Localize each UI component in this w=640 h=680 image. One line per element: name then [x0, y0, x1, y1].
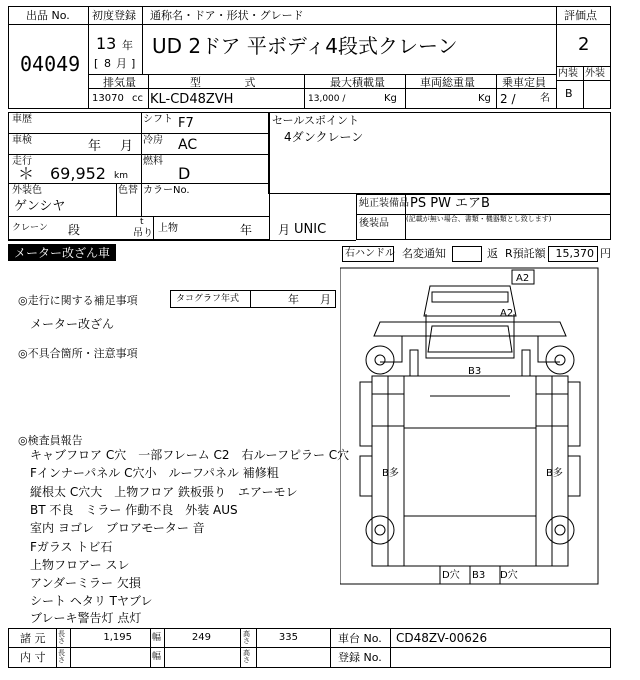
- shift-label: シフト: [143, 114, 173, 125]
- max-load-value: 13,000 /: [308, 94, 346, 104]
- first-reg-year-unit: 年: [122, 39, 133, 52]
- capacity-value: 2 /: [500, 92, 516, 106]
- chassis-value: CD48ZV-00626: [396, 631, 488, 645]
- width-label: 幅: [152, 633, 162, 643]
- details-line-3: [8, 183, 270, 184]
- header-sep-2: [88, 24, 556, 25]
- specs-vline-1: [148, 74, 149, 109]
- inspector-line: Fインナーパネル C穴小 ルーフパネル 補修粗: [30, 466, 279, 480]
- lot-label: 出品 No.: [26, 9, 70, 22]
- footer-vline-1: [56, 628, 57, 668]
- details-frame: [8, 112, 270, 240]
- mileage-prefix: ＊: [18, 164, 35, 183]
- lot-number: 04049: [20, 52, 81, 76]
- header-vline-4: [583, 66, 584, 109]
- driving-note: メーター改ざん: [30, 317, 115, 331]
- displacement-value: 13070: [92, 93, 124, 104]
- crane-ton-unit: t: [140, 217, 144, 227]
- driving-notes-label: ◎走行に関する補足事項: [18, 294, 138, 307]
- specs-top-line: [88, 74, 556, 75]
- right-hand-label: 右ハンドル: [345, 248, 395, 259]
- footer-vline-5: [240, 628, 241, 668]
- body-label: 上物: [158, 223, 178, 234]
- fuel-label: 燃料: [143, 156, 163, 167]
- header-sep-3: [556, 24, 611, 25]
- diagram-mark: D穴: [442, 570, 460, 581]
- header-vline-1: [88, 6, 89, 109]
- height-label: 高さ: [243, 630, 250, 645]
- interior-value: B: [565, 87, 573, 100]
- tacho-label: タコグラフ年式: [176, 294, 240, 304]
- interior-label: 内装: [558, 68, 578, 79]
- body-month-unit: 月: [278, 223, 291, 237]
- model-value: KL-CD48ZVH: [150, 92, 234, 107]
- name-change-box: [452, 246, 482, 262]
- footer-vline-7: [330, 628, 331, 668]
- sales-point-label: セールスポイント: [272, 114, 360, 127]
- inspector-line: 室内 ヨゴレ ブロアモーター 音: [30, 521, 205, 535]
- vehicle-name: UD 2ドア 平ボディ4段式クレーン: [152, 34, 458, 58]
- first-reg-month-close: ]: [131, 57, 136, 70]
- crane-stage-unit: 段: [68, 223, 81, 237]
- aftermarket-label: 後装品: [359, 218, 389, 229]
- defects-label: ◎不具合箇所・注意事項: [18, 347, 138, 360]
- inspector-line: 縦根太 C穴大 上物フロア 鉄板張り エアーモレ: [30, 485, 298, 499]
- recycle-unit: 円: [600, 247, 611, 260]
- crane-label: クレーン: [12, 223, 48, 233]
- vehicle-name-label: 通称名・ドア・形状・グレード: [150, 9, 304, 22]
- mileage-unit: km: [114, 171, 128, 181]
- body-maker: UNIC: [294, 222, 327, 237]
- shift-value: F7: [178, 116, 194, 131]
- footer-vline-8: [390, 628, 391, 668]
- body-underline: [8, 240, 356, 241]
- max-load-label: 最大積載量: [330, 76, 385, 89]
- height-value: 335: [278, 632, 298, 643]
- diagram-mark: B3: [468, 366, 482, 377]
- inspector-line: キャブフロア C穴 一部フレーム C2 右ルーフピラー C穴: [30, 448, 350, 462]
- specs-mid-line: [88, 88, 556, 89]
- header-vline-2: [142, 6, 143, 74]
- inspector-report-label: ◎検査員報告: [18, 434, 83, 447]
- specs-vline-3: [405, 74, 406, 109]
- sales-point-text: 4ダンクレーン: [284, 130, 364, 144]
- max-load-unit: Kg: [384, 93, 397, 104]
- diagram-mark: A2: [516, 273, 530, 284]
- chassis-label: 車台 No.: [338, 632, 382, 645]
- displacement-unit: cc: [132, 93, 143, 104]
- recycle-value: 15,370: [555, 247, 594, 260]
- ext-color-label: 外装色: [12, 185, 42, 196]
- tax-label: 返: [487, 247, 498, 260]
- footer-vline-3: [150, 628, 151, 668]
- grade-label: 評価点: [564, 9, 597, 22]
- ext-color-value: ゲンシヤ: [14, 199, 66, 214]
- footer-sep: [8, 647, 611, 648]
- tacho-year-unit: 年: [288, 293, 299, 306]
- first-reg-month-open: [: [94, 57, 99, 70]
- inner-width-label: 幅: [152, 652, 162, 662]
- truck-diagram: [340, 266, 600, 626]
- footer-vline-4: [164, 628, 165, 668]
- mileage-value: 69,952: [50, 164, 106, 183]
- color-change-label: 色替: [118, 185, 138, 196]
- header-sep: [8, 24, 88, 25]
- inner-length-label: 長さ: [58, 649, 65, 664]
- details-vline-3: [153, 216, 154, 240]
- body-year-unit: 年: [240, 223, 253, 237]
- details-line-4: [8, 216, 270, 217]
- length-value: 1,195: [103, 632, 132, 643]
- diagram-mark: B多: [546, 468, 563, 479]
- capacity-label: 乗車定員: [502, 76, 546, 89]
- displacement-label: 排気量: [103, 76, 136, 89]
- footer-vline-6: [256, 628, 257, 668]
- inner-height-label: 高さ: [243, 649, 250, 664]
- length-label: 長さ: [58, 630, 65, 645]
- inspection-month-unit: 月: [120, 139, 134, 154]
- first-reg-month: 8: [104, 57, 111, 70]
- genuine-equipment-label: 純正装備品: [359, 198, 409, 209]
- diagram-mark: B3: [472, 570, 486, 581]
- ac-label: 冷房: [143, 135, 163, 146]
- width-value: 249: [191, 632, 211, 643]
- first-reg-month-unit: 月: [116, 57, 127, 70]
- capacity-unit: 名: [540, 93, 550, 104]
- tacho-sep: [250, 290, 251, 308]
- history-label: 車歴: [12, 114, 32, 125]
- fuel-value: D: [178, 164, 191, 183]
- aftermarket-note: (記載が無い場合、書類・機器類とし致します): [406, 215, 552, 223]
- header-vline-3: [556, 6, 557, 109]
- inspector-line: ブレーキ警告灯 点灯: [30, 611, 142, 625]
- specs-vline-2: [304, 74, 305, 109]
- gross-weight-label: 車両総重量: [420, 76, 475, 89]
- name-change-label: 名変通知: [402, 247, 446, 260]
- mileage-label: 走行: [12, 156, 32, 167]
- inspector-line: シート ヘタリ Tヤブレ: [30, 594, 153, 608]
- details-vline-1: [141, 112, 142, 216]
- details-line-2: [8, 154, 270, 155]
- model-label: 型 式: [190, 76, 256, 89]
- genuine-equipment-value: PS PW エアB: [410, 196, 490, 211]
- inspector-line: Fガラス トビ石: [30, 540, 113, 554]
- dims-label: 諸 元: [20, 632, 46, 645]
- tacho-month-unit: 月: [320, 293, 331, 306]
- color-code-label: カラーNo.: [143, 185, 190, 196]
- registration-label: 登録 No.: [338, 651, 382, 664]
- ac-value: AC: [178, 137, 198, 153]
- grade-value: 2: [578, 34, 590, 55]
- diagram-mark: D穴: [500, 570, 518, 581]
- crane-hoist-label: 吊り: [133, 228, 153, 239]
- inspector-line: アンダーミラー 欠損: [30, 576, 141, 590]
- inspector-line: 上物フロアー スレ: [30, 558, 130, 572]
- details-line-1: [8, 133, 270, 134]
- specs-vline-4: [496, 74, 497, 109]
- diagram-mark: A2: [500, 308, 514, 319]
- inner-dims-label: 内 寸: [20, 651, 46, 664]
- inspection-year-unit: 年: [88, 139, 102, 154]
- first-reg-year: 13: [96, 34, 117, 53]
- diagram-mark: B多: [382, 468, 399, 479]
- recycle-label: R預託額: [505, 247, 546, 260]
- first-reg-label: 初度登録: [92, 9, 136, 22]
- inspection-label: 車検: [12, 135, 32, 146]
- odometer-warning-text: メーター改ざん車: [14, 246, 111, 260]
- exterior-label: 外装: [585, 68, 605, 79]
- inspector-line: BT 不良 ミラー 作動不良 外装 AUS: [30, 503, 238, 517]
- footer-vline-2: [70, 628, 71, 668]
- details-vline-2: [116, 183, 117, 216]
- gross-weight-unit: Kg: [478, 93, 491, 104]
